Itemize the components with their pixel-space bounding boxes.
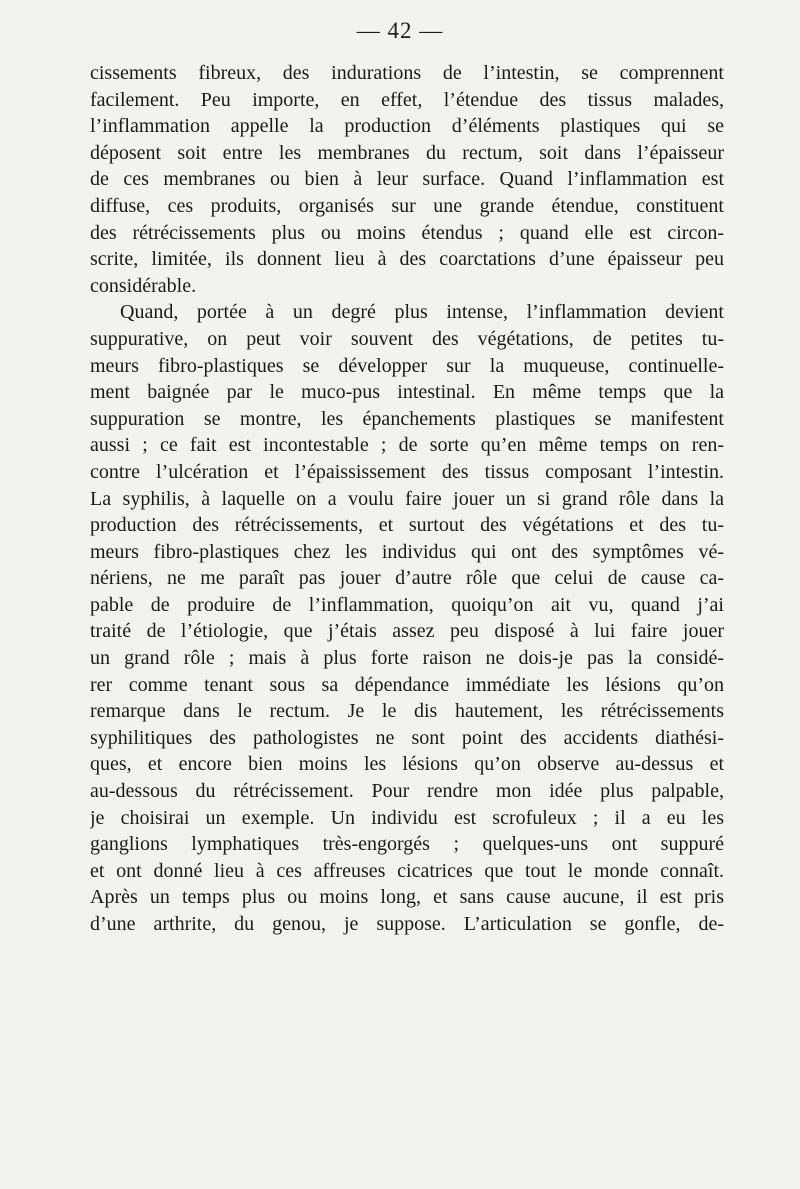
text-line: Après un temps plus ou moins long, et sans cause aucune, il est pris bbox=[90, 886, 724, 909]
text-line: considérable. bbox=[90, 274, 197, 297]
text-line: contre l’ulcération et l’épaississement des tissus composant l’intestin. bbox=[90, 460, 724, 483]
text-line: ment baignée par le muco-pus intestinal. En même temps que la bbox=[90, 381, 724, 404]
text-line: La syphilis, à laquelle on a voulu faire jouer un si grand rôle dans la bbox=[90, 487, 724, 510]
text-line: suppuration se montre, les épanchements plastiques se manifestent bbox=[90, 407, 724, 430]
text-line: aussi ; ce fait est incontestable ; de sorte qu’en même temps on ren- bbox=[90, 434, 724, 457]
text-line: l’inflammation appelle la production d’éléments plastiques qui se bbox=[90, 115, 724, 138]
text-line: meurs fibro-plastiques chez les individus qui ont des symptômes vé- bbox=[90, 540, 724, 563]
text-line: déposent soit entre les membranes du rectum, soit dans l’épaisseur bbox=[90, 141, 724, 164]
text-line: meurs fibro-plastiques se développer sur la muqueuse, continuelle- bbox=[90, 354, 724, 377]
text-line: des rétrécissements plus ou moins étendus ; quand elle est circon- bbox=[90, 221, 724, 244]
text-line: Quand, portée à un degré plus intense, l’inflammation devient bbox=[120, 301, 724, 324]
text-line: je choisirai un exemple. Un individu est scrofuleux ; il a eu les bbox=[90, 806, 724, 829]
text-line: remarque dans le rectum. Je le dis hautement, les rétrécissements bbox=[90, 700, 724, 723]
body-text bbox=[90, 60, 724, 938]
text-line: d’une arthrite, du genou, je suppose. L’articulation se gonfle, de- bbox=[90, 913, 724, 935]
text-line: suppurative, on peut voir souvent des végétations, de petites tu- bbox=[90, 327, 724, 350]
text-line: nériens, ne me paraît pas jouer d’autre rôle que celui de cause ca- bbox=[90, 567, 724, 590]
text-line: facilement. Peu importe, en effet, l’étendue des tissus malades, bbox=[90, 88, 724, 111]
text-line: scrite, limitée, ils donnent lieu à des coarctations d’une épaisseur peu bbox=[90, 248, 724, 271]
text-line: traité de l’étiologie, que j’étais assez peu disposé à lui faire jouer bbox=[90, 620, 724, 643]
text-line: diffuse, ces produits, organisés sur une grande étendue, constituent bbox=[90, 194, 724, 217]
text-line: pable de produire de l’inflammation, quoiqu’on ait vu, quand j’ai bbox=[90, 593, 724, 616]
text-line: un grand rôle ; mais à plus forte raison ne dois-je pas la considé- bbox=[90, 647, 724, 670]
text-line: cissements fibreux, des indurations de l’intestin, se comprennent bbox=[90, 62, 724, 84]
text-line: rer comme tenant sous sa dépendance immédiate les lésions qu’on bbox=[90, 673, 724, 696]
text-line: au-dessous du rétrécissement. Pour rendre mon idée plus palpable, bbox=[90, 780, 724, 803]
text-line: production des rétrécissements, et surtout des végétations et des tu- bbox=[90, 514, 724, 537]
text-line: syphilitiques des pathologistes ne sont point des accidents diathési- bbox=[90, 726, 724, 749]
text-line: de ces membranes ou bien à leur surface. Quand l’inflammation est bbox=[90, 168, 724, 191]
text-line: ques, et encore bien moins les lésions qu’on observe au-dessus et bbox=[90, 753, 724, 776]
text-line: ganglions lymphatiques très-engorgés ; quelques-uns ont suppuré bbox=[90, 833, 724, 856]
page-number: — 42 — bbox=[356, 18, 444, 43]
text-line: et ont donné lieu à ces affreuses cicatrices que tout le monde connaît. bbox=[90, 859, 724, 882]
